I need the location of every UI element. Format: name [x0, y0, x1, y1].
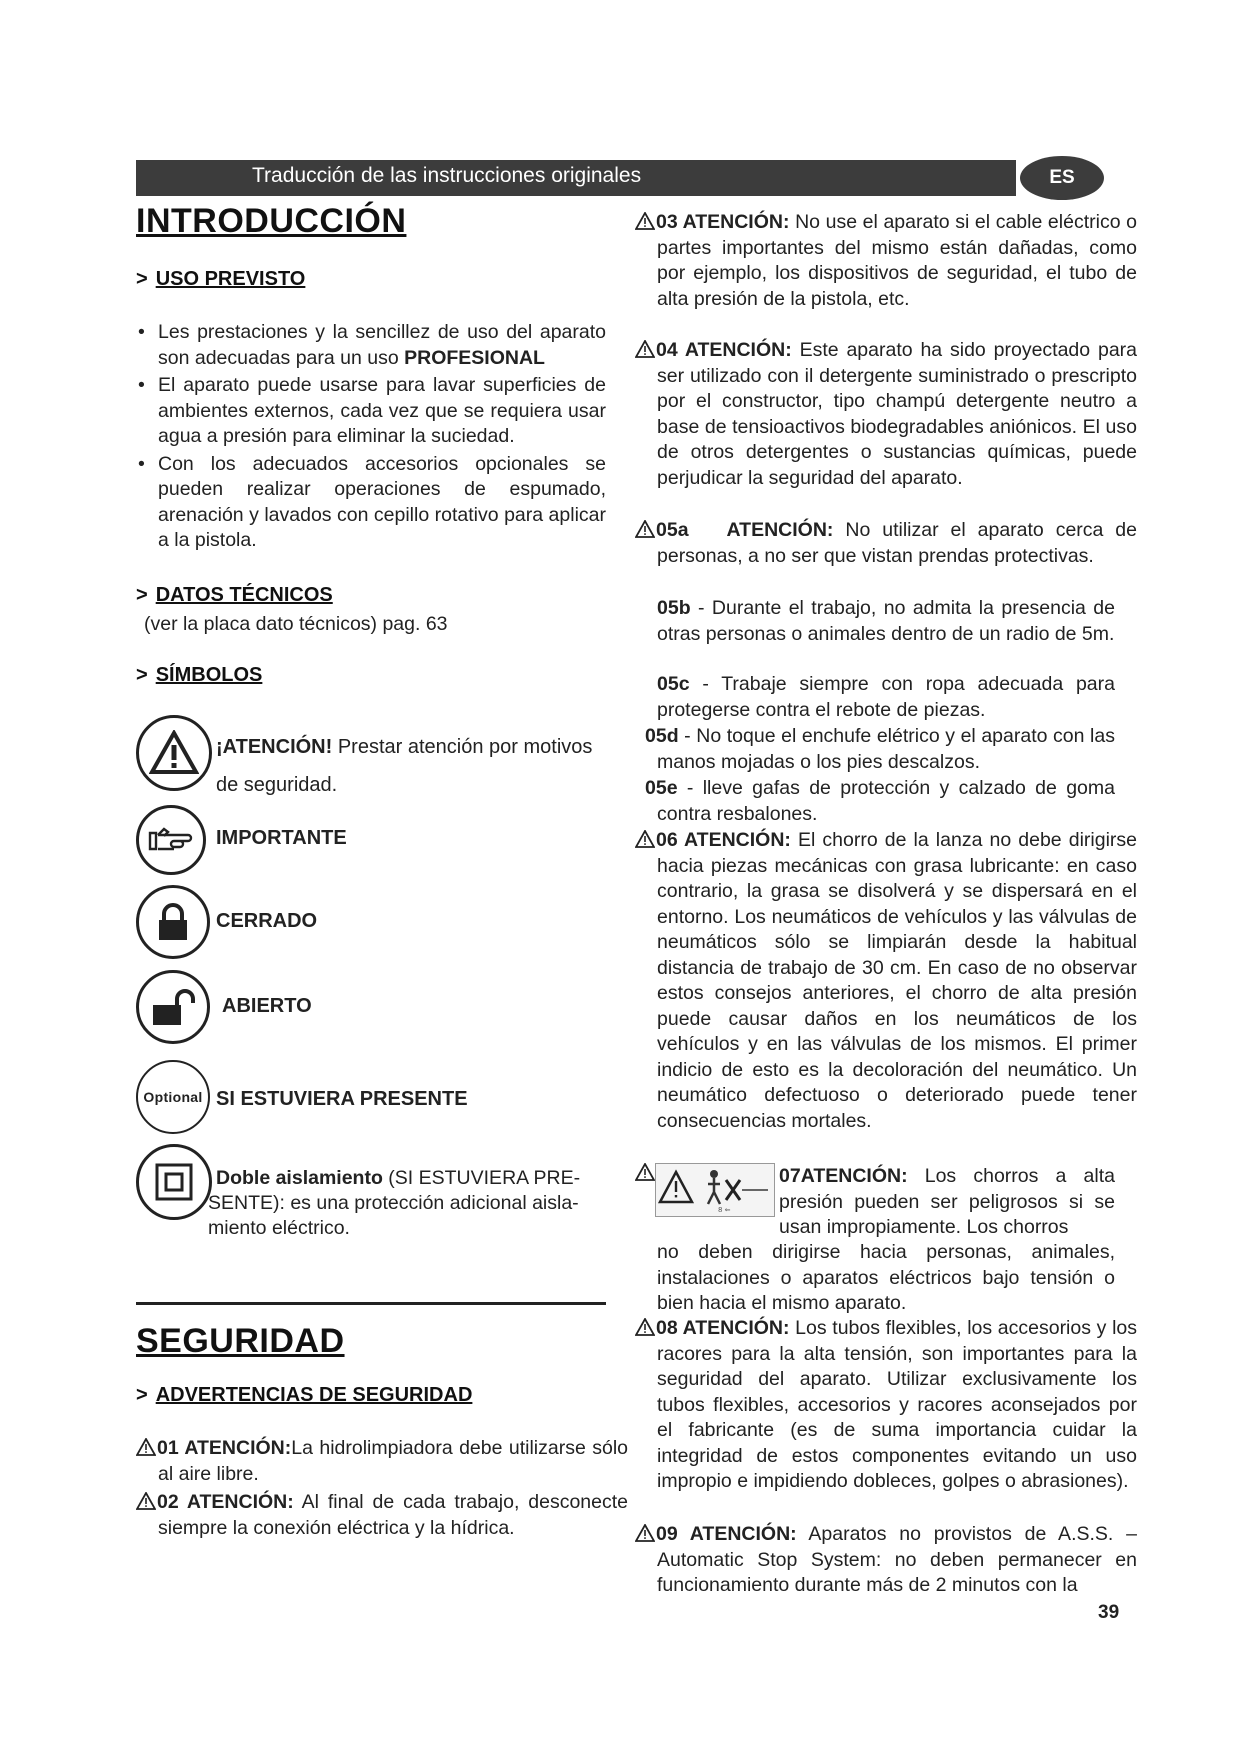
warning-id: 03 ATENCIÓN: [656, 211, 790, 233]
warning-id: 05b [657, 597, 691, 619]
optional-icon [136, 1060, 210, 1134]
warning-id: 02 ATENCIÓN: [157, 1491, 294, 1513]
uso-previsto-heading: > USO PREVISTO [136, 268, 306, 290]
warning-text: - Durante el trabajo, no admita la presencia de otras personas o animales dentro de un radio de 5m. [657, 597, 1115, 645]
warning-04 [635, 338, 1137, 491]
simbolos-heading: > SÍMBOLOS [136, 664, 263, 686]
header-title: Traducción de las instrucciones originales [252, 164, 642, 187]
warning-id: 08 ATENCIÓN: [656, 1317, 790, 1339]
warning-05a [635, 518, 1137, 569]
header-bar [136, 160, 1016, 196]
warning-id: 05d [645, 725, 679, 747]
warning-text: - No toque el enchufe elétrico y el aparato con las manos mojadas o los pies descalzos. [657, 725, 1115, 773]
pointing-hand-icon [136, 805, 206, 875]
warning-id: 09 ATENCIÓN: [656, 1523, 797, 1545]
warning-03 [635, 210, 1137, 312]
list-item [136, 320, 606, 371]
section-divider [136, 1302, 606, 1305]
warning-triangle-icon [635, 340, 655, 358]
warning-05d [645, 724, 1115, 775]
uso-bullet-list [136, 320, 606, 556]
warning-text: - lleve gafas de protección y calzado de goma contra resbalones. [657, 777, 1115, 825]
advertencias-label: ADVERTENCIAS DE SEGURIDAD [155, 1384, 473, 1406]
doble-bold: Doble aislamiento [216, 1167, 383, 1189]
warning-05b [657, 596, 1115, 647]
warning-triangle-icon [635, 212, 655, 230]
warning-text: Los chorros a alta presión pueden ser peligrosos si se usan impropiamente. Los chorros [779, 1165, 1115, 1238]
warning-05e [645, 776, 1115, 827]
warning-text: La hidrolimpiadora debe utilizarse sólo al aire libre. [158, 1437, 629, 1485]
warning-07-continued: no deben dirigirse hacia personas, animales, instalaciones o aparatos eléctricos bajo tensión o bien hacia el mismo aparato. [657, 1241, 1115, 1314]
cerrado-label: CERRADO [216, 910, 318, 932]
warning-text: Este aparato ha sido proyectado para ser utilizado con il detergente suministrado o prescripto por el constructor, tipo champú detergente neutro a base de tensioactivos biodegradables aniónicos. El uso de otros detergentes o sustancias químicas, puede perjudicar la seguridad del aparato. [657, 339, 1138, 489]
uso-previsto-label: USO PREVISTO [155, 268, 306, 290]
list-item: • Con los adecuados accesorios opcionales se pueden realizar operaciones de espumado, arenación y lavados con cepillo rotativo para aplicar a la pistola. [136, 452, 606, 554]
warning-08 [635, 1316, 1137, 1495]
language-badge: ES [1020, 156, 1104, 200]
optional-icon-text: Optional [143, 1089, 203, 1105]
warning-09 [635, 1522, 1137, 1599]
high-pressure-pictogram [655, 1163, 775, 1217]
datos-text: (ver la placa dato técnicos) pag. 63 [144, 613, 448, 635]
warning-text: Los tubos flexibles, los accesorios y los racores para la alta tensión, son importantes para la seguridad del aparato. Utilizar exclusivamente los tubos flexibles, accesorios y racores aconsejados por el fabricante (es de suma importancia cuidar la integridad de estos componentes evitando un uso impropio e impidiendo dobleces, golpes o abrasiones). [657, 1317, 1137, 1492]
warning-id: 05a [656, 519, 689, 541]
importante-label: IMPORTANTE [216, 827, 347, 849]
doble-line3: miento eléctrico. [208, 1217, 350, 1239]
presente-label: SI ESTUVIERA PRESENTE [216, 1088, 468, 1110]
datos-heading: > DATOS TÉCNICOS [136, 584, 333, 606]
warning-id: 06 ATENCIÓN: [656, 829, 791, 851]
double-insulation-icon [136, 1144, 212, 1220]
warning-05c [657, 672, 1115, 723]
warning-triangle-icon [136, 1492, 156, 1510]
warning-text: - Trabaje siempre con ropa adecuada para protegerse contra el rebote de piezas. [657, 673, 1115, 721]
warning-07 [779, 1164, 1115, 1241]
warning-triangle-icon [635, 520, 655, 538]
page-number: 39 [1098, 1602, 1120, 1623]
attention-desc: Prestar atención por motivos de seguridad. [216, 736, 593, 796]
seguridad-title: SEGURIDAD [136, 1322, 345, 1360]
advertencias-heading: > ADVERTENCIAS DE SEGURIDAD [136, 1384, 473, 1406]
intro-title: INTRODUCCIÓN [136, 202, 407, 240]
warning-02 [136, 1490, 628, 1541]
attention-text [216, 728, 616, 804]
simbolos-label: SÍMBOLOS [155, 664, 263, 686]
doble-text1: (SI ESTUVIERA PRE- [382, 1167, 581, 1189]
doble-line2: SENTE): es una protección adicional aisla- [208, 1192, 579, 1214]
warning-text: Al final de cada trabajo, desconecte siempre la conexión eléctrica y la hídrica. [158, 1491, 629, 1539]
warning-text: No use el aparato si el cable eléctrico o partes importantes del mismo están dañadas, como por ejemplo, los dispositivos de seguridad, el tubo de alta presión de la pistola, etc. [657, 211, 1137, 310]
warning-triangle-icon [635, 1524, 655, 1542]
lock-open-icon [136, 970, 210, 1044]
warning-triangle-icon [635, 1318, 655, 1336]
warning-triangle-icon [635, 830, 655, 848]
attention-icon [136, 715, 212, 791]
warning-id: 05e [645, 777, 678, 799]
list-item: • El aparato puede usarse para lavar superficies de ambientes externos, cada vez que se requiera usar agua a presión para eliminar la suciedad. [136, 373, 606, 450]
attention-bold: ¡ATENCIÓN! [216, 736, 333, 758]
warning-label: ATENCIÓN: [726, 519, 834, 541]
abierto-label: ABIERTO [222, 995, 312, 1017]
datos-label: DATOS TÉCNICOS [155, 584, 333, 606]
warning-id: 05c [657, 673, 690, 695]
warning-triangle-icon [136, 1438, 156, 1456]
warning-triangle-icon [635, 1163, 655, 1181]
bullet-text: Les prestaciones y la sencillez de uso del aparato son adecuadas para un uso [158, 321, 606, 369]
warning-id: 07ATENCIÓN: [779, 1165, 908, 1187]
warning-text: No utilizar el aparato cerca de personas, a no ser que vistan prendas protectivas. [657, 519, 1137, 567]
warning-text: El chorro de la lanza no debe dirigirse hacia piezas mecánicas con grasa lubricante: en caso contrario, la grasa se disolverá y se dispersará en el entorno. Los neumáticos de vehículos y las válvulas de neumáticos sólo se limpiarán desde la habitual distancia de trabajo de 30 cm. En caso de no observar estos consejos anteriores, el chorro de alta presión puede causar daños en los neumáticos de los vehículos y en las válvulas de los mismos. El primer indicio de esto es la decoloración del neumático. Un neumático defectuoso o deteriorado puede tener consecuencias mortales. [657, 829, 1138, 1132]
warning-id: 01 ATENCIÓN: [157, 1437, 292, 1459]
bullet-bold: PROFESIONAL [404, 346, 545, 369]
warning-06 [635, 828, 1137, 1134]
warning-01 [136, 1436, 628, 1487]
warning-text: Aparatos no provistos de A.S.S. – Automatic Stop System: no deben permanecer en funcionamiento durante más de 2 minutos con la [657, 1523, 1137, 1596]
lock-closed-icon [136, 885, 210, 959]
doble-line1 [216, 1166, 606, 1192]
svg-text:8 ⇐: 8 ⇐ [718, 1206, 731, 1214]
warning-id: 04 ATENCIÓN: [656, 339, 792, 361]
